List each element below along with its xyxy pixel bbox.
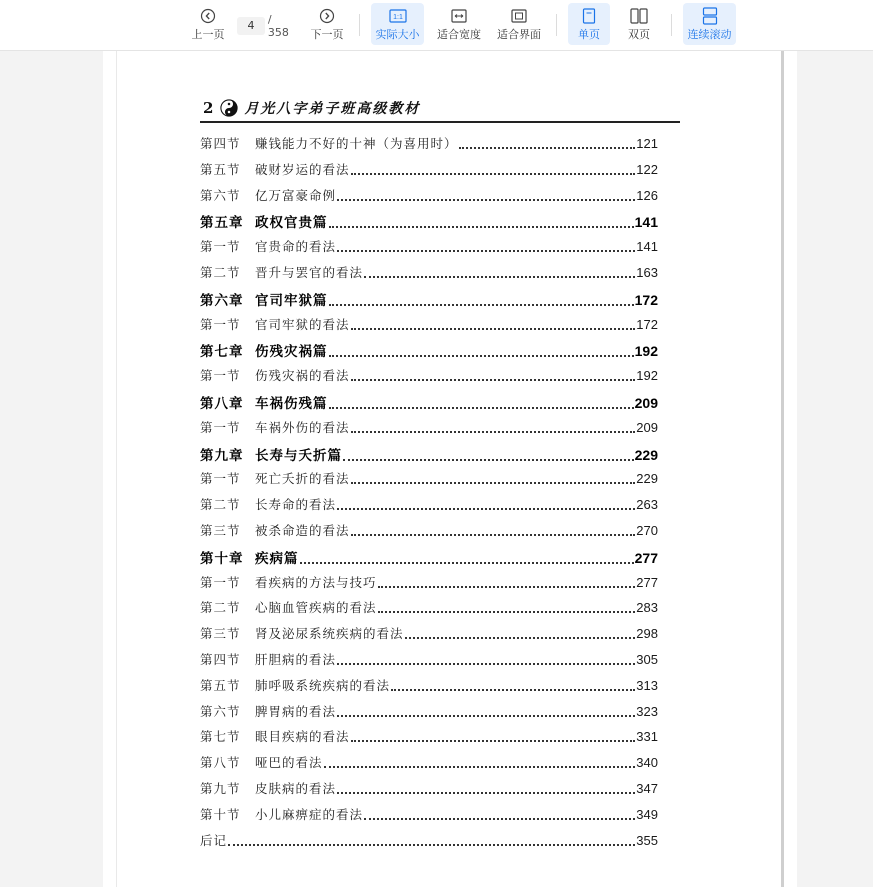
toc-entry-label: 第二节 [200, 600, 241, 616]
toc-entry-title: 赚钱能力不好的十神（为喜用时） [255, 136, 458, 151]
toc-entry-label: 第二节 [200, 264, 241, 280]
toc-entry-label: 第八章 [200, 395, 244, 412]
toc-page-number: 277 [636, 574, 658, 590]
toc-dot-leader [459, 135, 636, 149]
toc-page-number: 229 [636, 471, 658, 487]
continuous-scroll-label: 连续滚动 [687, 28, 732, 41]
toc-dot-leader [337, 496, 635, 510]
toc-dot-leader [405, 625, 636, 639]
toc-dot-leader [343, 447, 634, 461]
toc-section-row[interactable] [200, 521, 658, 547]
toc-dot-leader [329, 343, 634, 357]
toc-section-row[interactable] [200, 315, 658, 341]
toc-dot-leader [329, 292, 634, 306]
toc-entry-title: 肝胆病的看法 [255, 651, 337, 667]
two-page-button[interactable] [618, 3, 660, 45]
toc-entry-title: 皮肤病的看法 [255, 780, 337, 796]
toc-chapter-row[interactable] [200, 340, 658, 366]
toc-entry-title: 官司牢狱篇 [255, 292, 328, 309]
toc-entry-title: 小儿麻痹症的看法 [255, 806, 364, 822]
current-page-input[interactable]: 4 [237, 17, 265, 35]
toc-dot-leader [324, 754, 636, 768]
toc-page-number: 313 [636, 677, 658, 693]
toc-dot-leader [337, 187, 635, 201]
toc-dot-leader [351, 161, 636, 175]
toc-page-number: 141 [634, 214, 658, 231]
toc-entry-title: 官司牢狱的看法 [255, 316, 350, 332]
fit-width-label: 适合宽度 [437, 28, 481, 41]
toc-page-number: 126 [636, 187, 658, 203]
total-pages: / 358 [267, 13, 289, 39]
toc-page-number: 141 [636, 239, 658, 255]
toc-section-row[interactable] [200, 160, 658, 186]
toc-entry-title: 死亡夭折的看法 [255, 471, 350, 487]
header-rule [200, 121, 680, 123]
toc-entry-label: 第九章 [200, 447, 244, 464]
toc-page-number: 122 [636, 161, 658, 177]
two-page-icon [630, 8, 648, 24]
actual-size-label: 实际大小 [375, 28, 420, 41]
page-indicator [237, 13, 299, 39]
toc-entry-title: 哑巴的看法 [255, 755, 323, 771]
continuous-scroll-icon [701, 8, 719, 24]
chevron-right-circle-icon [318, 8, 336, 24]
toc-page-number: 121 [636, 136, 658, 151]
toc-page-number: 192 [636, 368, 658, 384]
actual-size-icon [389, 8, 407, 24]
toc-dot-leader [351, 522, 636, 536]
toc-dot-leader [364, 806, 635, 820]
fit-page-button[interactable] [494, 3, 544, 45]
toc-chapter-row[interactable] [200, 289, 658, 315]
fit-page-icon [510, 8, 528, 24]
toc-entry-label: 第一节 [200, 471, 241, 487]
toc-entry-label: 第十章 [200, 550, 244, 567]
toc-entry-label: 后记 [200, 832, 228, 848]
taiji-icon [220, 99, 238, 117]
toc-chapter-row[interactable] [200, 547, 658, 573]
toc-page-number: 323 [636, 703, 658, 719]
document-page [103, 51, 797, 887]
fit-page-label: 适合界面 [497, 28, 541, 41]
next-page-label: 下一页 [310, 28, 344, 41]
toc-dot-leader [337, 651, 635, 665]
next-page-button[interactable] [307, 3, 347, 45]
toc-chapter-row[interactable] [200, 444, 658, 470]
toc-page-number: 229 [634, 446, 658, 463]
toc-entry-title: 伤残灾祸篇 [255, 344, 328, 361]
toc-section-row[interactable] [200, 676, 658, 702]
toc-page-number: 192 [634, 343, 658, 360]
page-header [203, 97, 420, 119]
toc-entry-label: 第一节 [200, 368, 241, 384]
toolbar-divider [671, 14, 672, 36]
toc-page-number: 209 [636, 419, 658, 435]
toc-section-row[interactable] [200, 702, 658, 728]
toc-section-row[interactable] [200, 624, 658, 650]
toc-page-number: 209 [634, 394, 658, 411]
table-of-contents [200, 134, 658, 856]
toc-entry-label: 第四节 [200, 651, 241, 667]
toc-dot-leader [300, 550, 634, 564]
toc-entry-title: 看疾病的方法与技巧 [255, 574, 377, 590]
toc-dot-leader [351, 367, 636, 381]
toc-page-number: 263 [636, 497, 658, 513]
toc-entry-title: 破财岁运的看法 [255, 161, 350, 177]
toc-dot-leader [351, 419, 636, 433]
toc-entry-label: 第三节 [200, 626, 241, 642]
toc-page-number: 277 [634, 549, 658, 566]
fit-width-icon [450, 8, 468, 24]
toc-entry-title: 亿万富豪命例 [255, 187, 337, 203]
toc-entry-label: 第一节 [200, 419, 241, 435]
toc-section-row[interactable] [200, 650, 658, 676]
toc-dot-leader [351, 316, 636, 330]
toc-section-row[interactable] [200, 779, 658, 805]
toc-section-row[interactable] [200, 573, 658, 599]
toc-entry-label: 第一节 [200, 316, 241, 332]
scan-edge-right [781, 51, 784, 887]
prev-page-label: 上一页 [191, 28, 225, 41]
toc-entry-title: 长寿命的看法 [255, 497, 337, 513]
toc-dot-leader [329, 214, 634, 228]
toc-section-row[interactable] [200, 727, 658, 753]
toc-entry-label: 第三节 [200, 522, 241, 538]
toc-entry-title: 脾胃病的看法 [255, 703, 337, 719]
toc-entry-label: 第一节 [200, 239, 241, 255]
toc-entry-title: 政权官贵篇 [255, 215, 328, 232]
toc-section-row[interactable] [200, 366, 658, 392]
prev-page-button[interactable] [188, 3, 228, 45]
toc-dot-leader [378, 599, 636, 613]
toc-dot-leader [337, 238, 635, 252]
toc-section-row[interactable] [200, 263, 658, 289]
book-title: 月光八字弟子班高级教材 [244, 101, 421, 117]
toc-entry-title: 伤残灾祸的看法 [255, 368, 350, 384]
toc-dot-leader [329, 395, 634, 409]
toc-section-row[interactable] [200, 805, 658, 831]
toc-dot-leader [351, 470, 636, 484]
actual-size-button[interactable] [371, 3, 424, 45]
viewer-toolbar [0, 0, 873, 51]
fit-width-button[interactable] [434, 3, 484, 45]
toc-dot-leader [337, 780, 635, 794]
single-page-button[interactable] [568, 3, 610, 45]
toc-dot-leader [364, 264, 635, 278]
toc-entry-title: 眼目疾病的看法 [255, 729, 350, 745]
toc-section-row[interactable] [200, 469, 658, 495]
toc-section-row[interactable] [200, 237, 658, 263]
continuous-scroll-button[interactable] [683, 3, 736, 45]
toc-entry-title: 疾病篇 [255, 550, 299, 567]
chevron-left-circle-icon [199, 8, 217, 24]
toc-dot-leader [351, 728, 636, 742]
toc-section-row[interactable] [200, 134, 658, 160]
toc-page-number: 163 [636, 264, 658, 280]
toc-page-number: 340 [636, 755, 658, 771]
toc-entry-title: 心脑血管疾病的看法 [255, 600, 377, 616]
toc-entry-label: 第八节 [200, 755, 241, 771]
toc-entry-label: 第二节 [200, 497, 241, 513]
page-number: 2 [203, 99, 215, 117]
toc-page-number: 347 [636, 780, 658, 796]
toc-dot-leader [391, 677, 635, 691]
toc-dot-leader [378, 574, 636, 588]
toc-page-number: 172 [634, 291, 658, 308]
toc-entry-label: 第十节 [200, 806, 241, 822]
toc-afterword-row[interactable] [200, 831, 658, 857]
toc-page-number: 270 [636, 522, 658, 538]
toc-section-row[interactable] [200, 186, 658, 212]
toc-page-number: 283 [636, 600, 658, 616]
single-page-icon [580, 8, 598, 24]
actual-size-glyph: 1:1 [392, 14, 403, 21]
toc-page-number: 298 [636, 626, 658, 642]
toc-page-number: 355 [636, 832, 658, 848]
toc-entry-title: 肾及泌尿系统疾病的看法 [255, 626, 404, 642]
toc-entry-title: 官贵命的看法 [255, 239, 337, 255]
toc-entry-label: 第六章 [200, 292, 244, 309]
toc-entry-title: 晋升与罢官的看法 [255, 264, 364, 280]
toolbar-divider [359, 14, 360, 36]
toc-page-number: 172 [636, 316, 658, 332]
toc-entry-label: 第九节 [200, 780, 241, 796]
toc-page-number: 305 [636, 651, 658, 667]
toolbar-divider [556, 14, 557, 36]
toc-section-row[interactable] [200, 495, 658, 521]
toc-dot-leader [228, 832, 635, 846]
toc-entry-label: 第五节 [200, 677, 241, 693]
toc-entry-label: 第六节 [200, 703, 241, 719]
toc-entry-title: 被杀命造的看法 [255, 522, 350, 538]
toc-entry-label: 第七节 [200, 729, 241, 745]
toc-section-row[interactable] [200, 418, 658, 444]
toc-chapter-row[interactable] [200, 211, 658, 237]
two-page-label: 双页 [628, 28, 650, 41]
toc-dot-leader [337, 703, 635, 717]
toc-entry-label: 第五章 [200, 215, 244, 232]
toc-entry-label: 第四节 [200, 136, 241, 151]
toc-entry-title: 车祸外伤的看法 [255, 419, 350, 435]
toc-entry-title: 肺呼吸系统疾病的看法 [255, 677, 391, 693]
toc-entry-title: 车祸伤残篇 [255, 395, 328, 412]
toc-entry-label: 第一节 [200, 574, 241, 590]
toc-page-number: 349 [636, 806, 658, 822]
toc-entry-title: 长寿与夭折篇 [255, 447, 342, 464]
scan-edge-left [116, 51, 117, 887]
toc-section-row[interactable] [200, 598, 658, 624]
toc-entry-label: 第七章 [200, 344, 244, 361]
toc-section-row[interactable] [200, 753, 658, 779]
toc-chapter-row[interactable] [200, 392, 658, 418]
toc-entry-label: 第六节 [200, 187, 241, 203]
toc-page-number: 331 [636, 729, 658, 745]
toc-entry-label: 第五节 [200, 161, 241, 177]
single-page-label: 单页 [578, 28, 600, 41]
